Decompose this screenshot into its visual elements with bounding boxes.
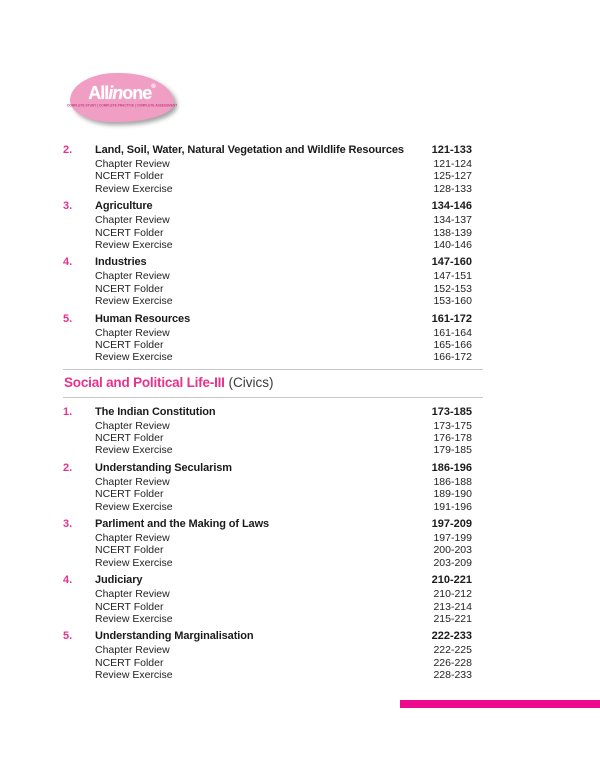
chapter-list <box>63 406 483 682</box>
chapter-subitem-row <box>63 501 483 513</box>
chapter-subitem-row <box>63 351 483 363</box>
chapter-page-range: 134-146 <box>431 200 472 213</box>
chapter-subitem-row <box>63 557 483 569</box>
subitem-label: Review Exercise <box>95 556 173 569</box>
subitem-page-range: 134-137 <box>433 214 472 227</box>
chapter-number: 2. <box>63 144 73 156</box>
subitem-page-range: 147-151 <box>433 270 472 283</box>
chapter-page-range: 173-185 <box>431 405 472 418</box>
subitem-label: Review Exercise <box>95 238 173 251</box>
subitem-page-range: 203-209 <box>433 556 472 569</box>
chapter-title: Agriculture <box>95 200 153 213</box>
subitem-page-range: 189-190 <box>433 488 472 501</box>
chapter-row <box>63 462 483 476</box>
subitem-label: Review Exercise <box>95 295 173 308</box>
chapter-row <box>63 200 483 214</box>
logo-tagline: COMPLETE STUDY | COMPLETE PRACTICE | COMPLETE ASSESSMENT <box>66 103 178 107</box>
allinone-logo <box>66 73 178 122</box>
subitem-page-range: 138-139 <box>433 226 472 239</box>
chapter-title: Understanding Marginalisation <box>95 630 254 643</box>
chapter-title: Understanding Secularism <box>95 461 232 474</box>
chapter-number: 5. <box>63 630 73 643</box>
subitem-page-range: 186-188 <box>433 475 472 488</box>
toc-chapter <box>63 200 483 251</box>
chapter-subitem-row <box>63 214 483 226</box>
subitem-label: Chapter Review <box>95 270 170 283</box>
chapter-page-range: 121-133 <box>431 144 472 156</box>
subitem-label: Review Exercise <box>95 500 173 513</box>
subitem-label: Review Exercise <box>95 612 173 625</box>
chapter-subitem-row <box>63 227 483 239</box>
chapter-subitem-row <box>63 601 483 613</box>
subitem-label: NCERT Folder <box>95 226 164 239</box>
chapter-page-range: 210-221 <box>431 574 472 587</box>
chapter-subitem-row <box>63 644 483 656</box>
subitem-label: NCERT Folder <box>95 488 164 501</box>
subitem-label: Chapter Review <box>95 326 170 339</box>
subitem-label: Chapter Review <box>95 588 170 601</box>
subitem-page-range: 213-214 <box>433 600 472 613</box>
subitem-page-range: 152-153 <box>433 282 472 295</box>
chapter-title: Land, Soil, Water, Natural Vegetation and Wildlife Resources <box>95 144 404 156</box>
chapter-page-range: 197-209 <box>431 518 472 531</box>
subitem-page-range: 153-160 <box>433 295 472 308</box>
chapter-subitem-row <box>63 339 483 351</box>
subitem-page-range: 222-225 <box>433 644 472 657</box>
logo-word-one: one <box>122 82 152 103</box>
subitem-label: Review Exercise <box>95 669 173 682</box>
chapter-title: Parliment and the Making of Laws <box>95 518 270 531</box>
footer-accent-bar <box>400 700 600 708</box>
chapter-page-range: 147-160 <box>431 256 472 269</box>
toc-chapter <box>63 313 483 364</box>
section-title: Social and Political Life-III <box>64 374 225 390</box>
chapter-number: 4. <box>63 256 73 269</box>
toc-chapter <box>63 630 483 681</box>
subitem-label: NCERT Folder <box>95 432 164 445</box>
table-of-contents <box>63 144 483 687</box>
chapter-page-range: 222-233 <box>431 630 472 643</box>
chapter-subitem-row <box>63 476 483 488</box>
subitem-page-range: 128-133 <box>433 182 472 195</box>
chapter-subitem-row <box>63 613 483 625</box>
subitem-label: NCERT Folder <box>95 544 164 557</box>
chapter-subitem-row <box>63 270 483 282</box>
subitem-page-range: 166-172 <box>433 351 472 364</box>
logo-word-in: in <box>108 82 123 103</box>
chapter-subitem-row <box>63 657 483 669</box>
subitem-page-range: 165-166 <box>433 338 472 351</box>
toc-chapter <box>63 574 483 625</box>
chapter-number: 5. <box>63 312 73 325</box>
subitem-label: Chapter Review <box>95 532 170 545</box>
chapter-title: Industries <box>95 256 147 269</box>
registered-trademark-icon: ® <box>151 83 156 90</box>
chapter-subitem-row <box>63 488 483 500</box>
toc-section <box>63 369 483 682</box>
chapter-subitem-row <box>63 432 483 444</box>
subitem-page-range: 226-228 <box>433 656 472 669</box>
chapter-subitem-row <box>63 327 483 339</box>
subitem-label: Chapter Review <box>95 644 170 657</box>
subitem-page-range: 176-178 <box>433 432 472 445</box>
subitem-page-range: 228-233 <box>433 669 472 682</box>
chapter-row <box>63 630 483 644</box>
chapter-row <box>63 256 483 270</box>
chapter-subitem-row <box>63 544 483 556</box>
chapter-subitem-row <box>63 295 483 307</box>
chapter-number: 3. <box>63 200 73 213</box>
subitem-label: Chapter Review <box>95 214 170 227</box>
chapter-list <box>63 144 483 364</box>
chapter-subitem-row <box>63 420 483 432</box>
chapter-number: 4. <box>63 574 73 587</box>
subitem-label: Review Exercise <box>95 351 173 364</box>
toc-chapter <box>63 144 483 195</box>
logo-word-all: All <box>88 82 109 103</box>
subitem-page-range: 125-127 <box>433 170 472 183</box>
subitem-page-range: 173-175 <box>433 419 472 432</box>
toc-chapter <box>63 256 483 307</box>
chapter-title: The Indian Constitution <box>95 405 216 418</box>
chapter-row <box>63 313 483 327</box>
chapter-subitem-row <box>63 170 483 182</box>
chapter-row <box>63 518 483 532</box>
subitem-page-range: 200-203 <box>433 544 472 557</box>
chapter-subitem-row <box>63 239 483 251</box>
subitem-page-range: 197-199 <box>433 532 472 545</box>
section-heading <box>63 369 483 398</box>
subitem-label: NCERT Folder <box>95 656 164 669</box>
chapter-subitem-row <box>63 444 483 456</box>
toc-section <box>63 144 483 364</box>
chapter-row <box>63 574 483 588</box>
toc-chapter <box>63 462 483 513</box>
chapter-page-range: 186-196 <box>431 461 472 474</box>
chapter-subitem-row <box>63 283 483 295</box>
subitem-page-range: 121-124 <box>433 158 472 170</box>
chapter-title: Human Resources <box>95 312 191 325</box>
chapter-row <box>63 406 483 420</box>
chapter-subitem-row <box>63 183 483 195</box>
section-subtitle: (Civics) <box>224 374 274 390</box>
subitem-page-range: 215-221 <box>433 612 472 625</box>
chapter-number: 3. <box>63 518 73 531</box>
subitem-page-range: 210-212 <box>433 588 472 601</box>
chapter-page-range: 161-172 <box>431 312 472 325</box>
toc-chapter <box>63 518 483 569</box>
subitem-label: Chapter Review <box>95 475 170 488</box>
subitem-label: Chapter Review <box>95 419 170 432</box>
subitem-label: Review Exercise <box>95 182 173 195</box>
chapter-row <box>63 144 483 158</box>
chapter-title: Judiciary <box>95 574 143 587</box>
subitem-page-range: 140-146 <box>433 238 472 251</box>
chapter-subitem-row <box>63 158 483 170</box>
chapter-subitem-row <box>63 588 483 600</box>
subitem-page-range: 161-164 <box>433 326 472 339</box>
subitem-label: NCERT Folder <box>95 600 164 613</box>
subitem-label: Chapter Review <box>95 158 170 170</box>
subitem-page-range: 191-196 <box>433 500 472 513</box>
subitem-label: NCERT Folder <box>95 282 164 295</box>
chapter-number: 1. <box>63 405 73 418</box>
chapter-number: 2. <box>63 461 73 474</box>
subitem-page-range: 179-185 <box>433 444 472 457</box>
chapter-subitem-row <box>63 532 483 544</box>
subitem-label: NCERT Folder <box>95 338 164 351</box>
subitem-label: Review Exercise <box>95 444 173 457</box>
logo-wordmark <box>88 84 155 102</box>
toc-chapter <box>63 406 483 457</box>
subitem-label: NCERT Folder <box>95 170 164 183</box>
chapter-subitem-row <box>63 669 483 681</box>
